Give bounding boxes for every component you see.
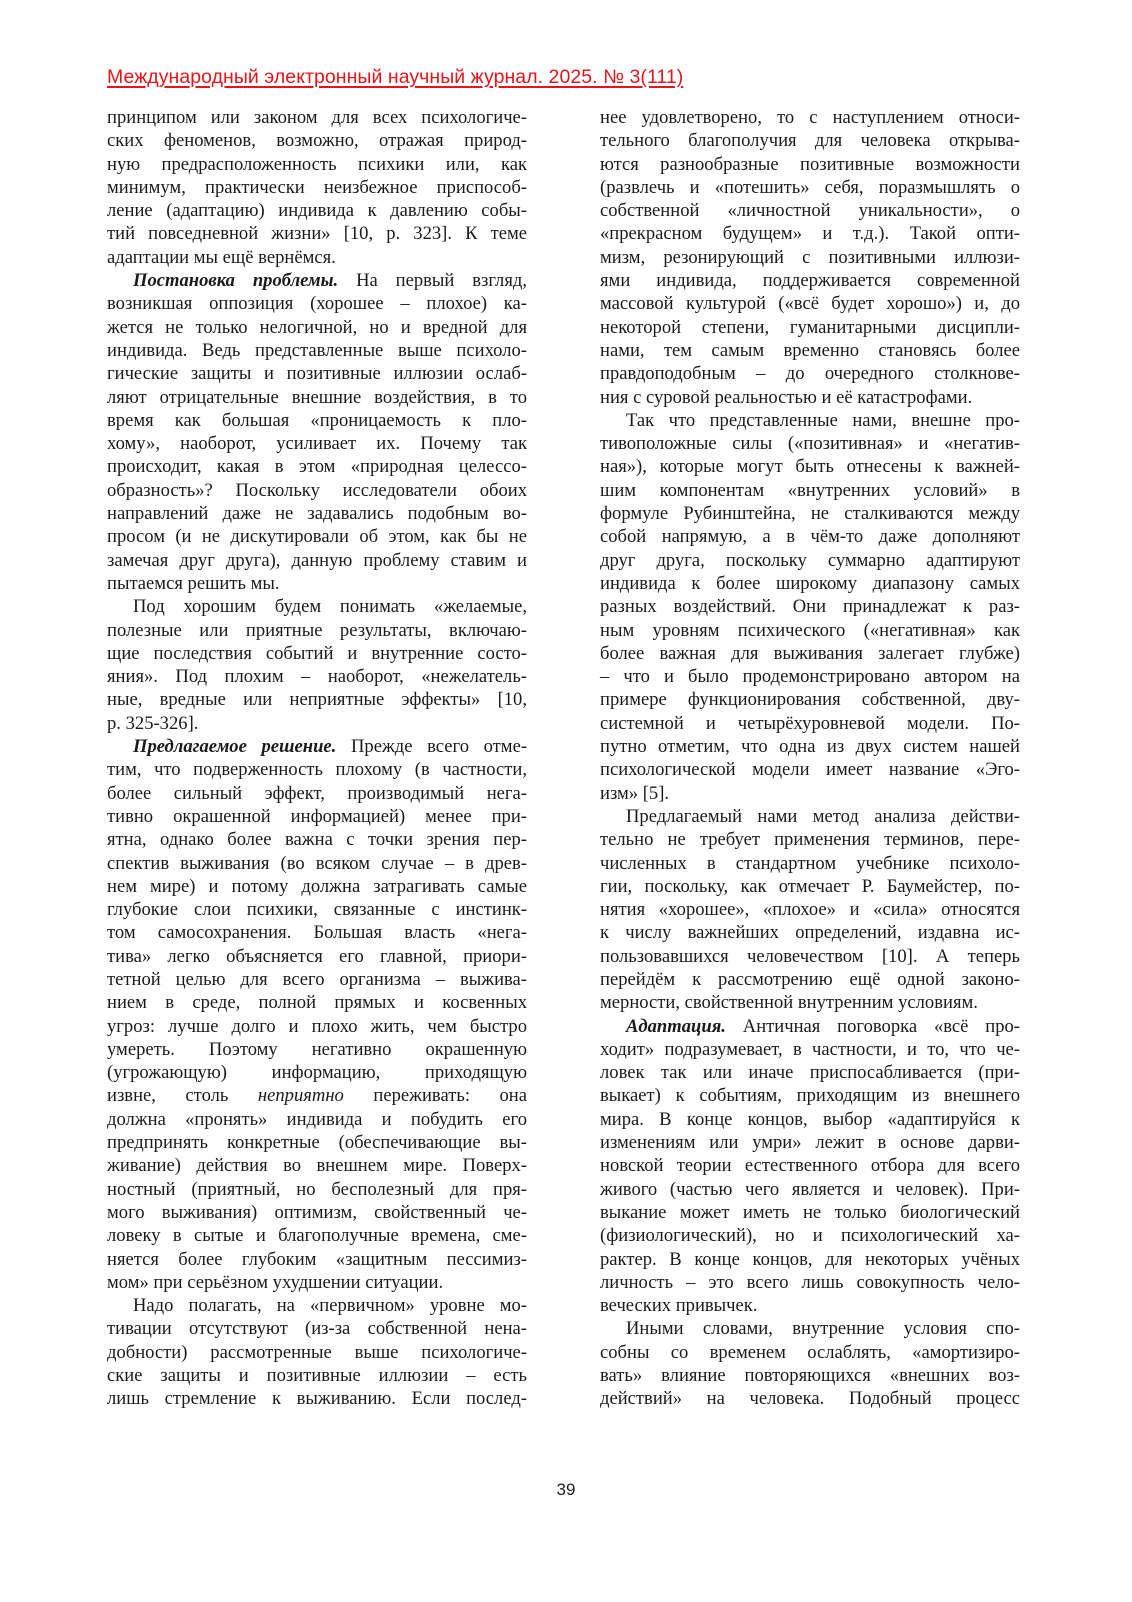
text-line [107, 991, 527, 1014]
line-text: тивоположные силы («позитивная» и «негатив- [600, 433, 1020, 455]
line-text: минимум, практически неизбежное приспособ- [107, 176, 527, 198]
text-line [107, 595, 527, 618]
line-text: ные, вредные или неприятные эффекты» [10, [107, 689, 527, 711]
line-text: выкает) к событиям, приходящим из внешнего [600, 1085, 1020, 1107]
section-heading: Постановка проблемы. [133, 270, 339, 292]
text-line [600, 688, 1020, 711]
text-line [107, 1178, 527, 1201]
line-text: спектив выживания (во всяком случае – в древ- [107, 852, 527, 874]
line-text: мерности, свойственной внутренним условиям. [600, 992, 978, 1014]
text-line [107, 246, 527, 269]
text-line [600, 386, 1020, 409]
text-line [600, 1154, 1020, 1177]
line-text: нами, тем самым временно становясь более [600, 339, 1020, 361]
line-text: ходит» подразумевает, в частности, и то, что че- [600, 1038, 1020, 1060]
text-line [107, 432, 527, 455]
text-line [600, 409, 1020, 432]
text-line [107, 852, 527, 875]
text-line [107, 758, 527, 781]
text-line [600, 572, 1020, 595]
line-text: вать» влияние повторяющихся «внешних воз- [600, 1365, 1020, 1387]
text-line [107, 1271, 527, 1294]
line-text: рактер. В конце концов, для некоторых учёных [600, 1248, 1020, 1270]
line-text: жется не только нелогичной, но и вредной для [107, 316, 527, 338]
text-line [600, 479, 1020, 502]
text-line [600, 735, 1020, 758]
line-text: щие последствия событий и внутренние состо- [107, 642, 527, 664]
line-text: (физиологический), но и психологический ха- [600, 1225, 1020, 1247]
line-text: Предлагаемый нами метод анализа действи- [626, 805, 1020, 827]
line-text: нием в среде, полной прямых и косвенных [107, 992, 527, 1014]
line-text: предпринять конкретные (обеспечивающие вы- [107, 1132, 527, 1154]
text-line [600, 828, 1020, 851]
text-line [107, 292, 527, 315]
line-text: живание) действия во внешнем мире. Поверх- [107, 1155, 527, 1177]
line-text: ную предрасположенность психики или, как [107, 153, 527, 175]
line-text: пытаемся решить мы. [107, 572, 280, 594]
text-line [600, 153, 1020, 176]
line-text: изменениям или умри» лежит в основе дарви- [600, 1132, 1020, 1154]
text-line [107, 339, 527, 362]
journal-header-link[interactable]: Международный электронный научный журнал. 2025. № 3(111) [107, 66, 684, 88]
line-text: более сильный эффект, производимый нега- [107, 782, 527, 804]
text-line [107, 549, 527, 572]
text-line [107, 1387, 527, 1410]
text-line [107, 153, 527, 176]
line-text: некоторой степени, гуманитарными дисципли- [600, 316, 1020, 338]
text-line [600, 1271, 1020, 1294]
line-text: тий повседневной жизни» [10, р. 323]. К теме [107, 223, 527, 245]
text-line [600, 1038, 1020, 1061]
text-line [107, 921, 527, 944]
line-text: должна «пронять» индивида и побудить его [107, 1108, 527, 1130]
line-text: новской теории естественного отбора для всего [600, 1155, 1020, 1177]
text-line [107, 1224, 527, 1247]
line-text: хому», наоборот, усиливает их. Почему так [107, 433, 527, 455]
text-line [600, 945, 1020, 968]
line-text: ляют отрицательные внешние воздействия, в то [107, 386, 527, 408]
text-line [600, 921, 1020, 944]
line-text: мом» при серьёзном ухудшении ситуации. [107, 1271, 444, 1293]
text-line [600, 339, 1020, 362]
text-line [107, 106, 527, 129]
text-line [107, 1341, 527, 1364]
line-text: тельного благополучия для человека открыва- [600, 130, 1020, 152]
text-line [600, 1131, 1020, 1154]
line-text: возникшая оппозиция (хорошее – плохое) ка- [107, 293, 527, 315]
page-number: 39 [556, 1480, 576, 1499]
line-text: глубокие слои психики, связанные с инстинк- [107, 899, 527, 921]
line-text: тивно окрашенной информацией) менее при- [107, 805, 527, 827]
line-text: мого выживания) оптимизм, свойственный че- [107, 1201, 527, 1223]
text-line [600, 1084, 1020, 1107]
text-line [107, 176, 527, 199]
line-text: индивида к более широкому диапазону самых [600, 572, 1020, 594]
line-text: шим компонентам «внутренних условий» в [600, 479, 1020, 501]
text-line [600, 758, 1020, 781]
section-heading: Адаптация. [626, 1015, 726, 1037]
text-line [107, 945, 527, 968]
line-text: гии, поскольку, как отмечает Р. Баумейстер, по- [600, 875, 1020, 897]
text-line [107, 409, 527, 432]
text-line [107, 1154, 527, 1177]
line-text: массовой культурой («всё будет хорошо») и, до [600, 293, 1020, 315]
text-line [107, 386, 527, 409]
line-text: мира. В конце концов, выбор «адаптируйся к [600, 1108, 1020, 1130]
text-line [600, 246, 1020, 269]
line-text: адаптации мы ещё вернёмся. [107, 246, 336, 268]
text-line [107, 479, 527, 502]
text-line [600, 642, 1020, 665]
line-text: тим, что подверженность плохому (в частности, [107, 759, 527, 781]
text-line [107, 455, 527, 478]
line-text: ния с суровой реальностью и её катастрофами. [600, 386, 973, 408]
text-line [107, 735, 527, 758]
text-line [107, 316, 527, 339]
line-text: Так что представленные нами, внешне про- [626, 409, 1020, 431]
line-text: перейдём к рассмотрению ещё одной законо- [600, 968, 1020, 990]
text-line [600, 1224, 1020, 1247]
text-line [107, 1131, 527, 1154]
text-line [600, 502, 1020, 525]
text-line [600, 1015, 1020, 1038]
line-text: веческих привычек. [600, 1295, 758, 1317]
line-text: ями индивида, поддерживается современной [600, 270, 1020, 292]
text-line [600, 455, 1020, 478]
text-line [600, 595, 1020, 618]
text-line [600, 129, 1020, 152]
text-line [600, 106, 1020, 129]
line-text: ются разнообразные позитивные возможности [600, 153, 1020, 175]
line-text: Под хорошим будем понимать «желаемые, [133, 596, 527, 618]
text-line [600, 1108, 1020, 1131]
text-line [107, 828, 527, 851]
text-line [600, 852, 1020, 875]
line-text: ятна, однако более важна с точки зрения пер- [107, 829, 527, 851]
line-text: живого (частью чего является и человек). При- [600, 1178, 1020, 1200]
line-text: собой напрямую, а в чём-то даже дополняют [600, 526, 1020, 548]
text-line [107, 805, 527, 828]
line-text: численных в стандартном учебнике психоло- [600, 852, 1020, 874]
line-text: нее удовлетворено, то с наступлением относи- [600, 107, 1020, 128]
text-line [600, 712, 1020, 735]
text-line [107, 712, 527, 735]
line-text: (угрожающую) информацию, приходящую [107, 1062, 527, 1084]
text-line [600, 1248, 1020, 1271]
text-line [600, 1364, 1020, 1387]
line-text: тетной целью для всего организма – выжива- [107, 968, 527, 990]
text-line [107, 782, 527, 805]
text-line [107, 222, 527, 245]
line-text: Прежде всего отме- [336, 736, 528, 758]
line-text: время как большая «проницаемость к пло- [107, 409, 527, 431]
line-text: образность»? Поскольку исследователи обоих [107, 479, 527, 501]
text-line [600, 1387, 1020, 1410]
line-text: действий» на человека. Подобный процесс [600, 1388, 1020, 1410]
line-text: собственной «личностной уникальности», о [600, 200, 1020, 222]
line-text: ские защиты и позитивные иллюзии – есть [107, 1365, 527, 1387]
line-text: нятия «хорошее», «плохое» и «сила» относятся [600, 899, 1020, 921]
left-text-column [107, 106, 527, 1411]
line-text: принципом или законом для всех психологиче- [107, 107, 527, 128]
line-text: няется более глубоким «защитным пессимиз- [107, 1248, 527, 1270]
line-text: путно отметим, что одна из двух систем нашей [600, 736, 1020, 758]
line-text: просом (и не дискутировали об этом, как бы не [107, 526, 527, 548]
text-line [600, 898, 1020, 921]
line-text: «прекрасном будущем» и т.д.). Такой опти- [600, 223, 1020, 245]
text-line [600, 1341, 1020, 1364]
line-text: Античная поговорка «всё про- [725, 1015, 1020, 1037]
text-line [107, 525, 527, 548]
text-line [600, 362, 1020, 385]
text-line [600, 665, 1020, 688]
line-text: извне, столь [107, 1085, 258, 1107]
section-heading: Предлагаемое решение. [133, 736, 337, 758]
line-text: ная»), которые могут быть отнесены к важней- [600, 456, 1020, 478]
line-text: ным уровням психического («негативная» как [600, 619, 1020, 641]
text-line [600, 292, 1020, 315]
text-line [107, 875, 527, 898]
text-line [600, 991, 1020, 1014]
line-text: происходит, какая в этом «природная целессо- [107, 456, 527, 478]
text-line [107, 619, 527, 642]
text-line [107, 1317, 527, 1340]
text-line [600, 875, 1020, 898]
line-text: ностный (приятный, но бесполезный для пря- [107, 1178, 527, 1200]
text-line [600, 549, 1020, 572]
line-text: собны со временем ослаблять, «амортизиро- [600, 1341, 1020, 1363]
line-text: переживать: она [343, 1085, 527, 1107]
text-line [600, 199, 1020, 222]
line-text: На первый взгляд, [338, 270, 527, 292]
text-line [600, 432, 1020, 455]
line-text: Надо полагать, на «первичном» уровне мо- [133, 1295, 527, 1317]
text-line [107, 1294, 527, 1317]
line-text: примере функционирования собственной, дву- [600, 689, 1020, 711]
line-text: гические защиты и позитивные иллюзии ослаб- [107, 363, 527, 385]
line-text: ских феноменов, возможно, отражая природ- [107, 130, 527, 152]
text-line [600, 269, 1020, 292]
text-line [107, 968, 527, 991]
text-line [107, 1108, 527, 1131]
text-line [600, 968, 1020, 991]
line-text: (развлечь и «потешить» себя, поразмышлять о [600, 176, 1020, 198]
text-line [107, 1061, 527, 1084]
text-line [107, 572, 527, 595]
line-text: добности) рассмотренные выше психологиче- [107, 1341, 527, 1363]
line-text: системной и четырёхуровневой модели. По- [600, 712, 1020, 734]
line-text: р. 325-326]. [107, 712, 199, 734]
text-line [600, 619, 1020, 642]
line-text: тива» легко объясняется его главной, приори- [107, 945, 527, 967]
line-text: к числу важнейших определений, издавна ис- [600, 922, 1020, 944]
text-line [107, 1038, 527, 1061]
line-text: правдоподобным – до очередного столкнове- [600, 363, 1020, 385]
line-text: индивида. Ведь представленные выше психоло- [107, 339, 527, 361]
text-line [107, 665, 527, 688]
line-text: мизм, резонирующий с позитивными иллюзи- [600, 246, 1020, 268]
line-text: выкание может иметь не только биологический [600, 1201, 1020, 1223]
text-line [107, 199, 527, 222]
line-text: психологической модели имеет название «Эго- [600, 759, 1020, 781]
text-line [600, 782, 1020, 805]
text-line [107, 1364, 527, 1387]
text-line [600, 176, 1020, 199]
text-line [107, 269, 527, 292]
text-line [600, 1061, 1020, 1084]
line-text: формуле Рубинштейна, не сталкиваются между [600, 503, 1020, 525]
text-line [107, 1201, 527, 1224]
text-line [107, 1015, 527, 1038]
text-line [107, 362, 527, 385]
line-text: – что и было продемонстрировано автором на [600, 666, 1020, 688]
text-line [107, 688, 527, 711]
text-line [600, 1201, 1020, 1224]
line-text: изм» [5]. [600, 782, 670, 804]
text-line [600, 1294, 1020, 1317]
line-text: полезные или приятные результаты, включаю- [107, 619, 527, 641]
line-text: друг друга, поскольку суммарно адаптируют [600, 549, 1020, 571]
line-text: лишь стремление к выживанию. Если послед- [107, 1388, 527, 1410]
text-line [107, 1248, 527, 1271]
emphasis-text: неприятно [257, 1085, 344, 1107]
line-text: ловек так или иначе приспосабливается (при- [600, 1062, 1020, 1084]
line-text: угроз: лучше долго и плохо жить, чем быстро [107, 1015, 527, 1037]
text-line [107, 129, 527, 152]
text-line [107, 642, 527, 665]
line-text: том самосохранения. Большая власть «нега- [107, 922, 527, 944]
text-line [600, 1317, 1020, 1340]
line-text: умереть. Поэтому негативно окрашенную [107, 1038, 527, 1060]
text-line [600, 222, 1020, 245]
right-text-column [600, 106, 1020, 1411]
line-text: направлений даже не задавались подобным во- [107, 503, 527, 525]
line-text: Иными словами, внутренние условия спо- [626, 1318, 1020, 1340]
line-text: пользовавшихся человечеством [10]. А теперь [600, 945, 1020, 967]
line-text: более важная для выживания залегает глубже) [600, 642, 1020, 664]
text-line [107, 898, 527, 921]
text-line [600, 525, 1020, 548]
text-line [107, 502, 527, 525]
line-text: замечая друг друга), данную проблему ставим и [107, 549, 527, 571]
line-text: ление (адаптацию) индивида к давлению собы- [107, 200, 527, 222]
text-line [600, 805, 1020, 828]
text-line [600, 316, 1020, 339]
line-text: нем мире) и потому должна затрагивать самые [107, 875, 527, 897]
line-text: тельно не требует применения терминов, пере- [600, 829, 1020, 851]
line-text: разных воздействий. Они принадлежат к раз- [600, 596, 1020, 618]
line-text: яния». Под плохим – наоборот, «нежелатель- [107, 666, 527, 688]
text-line [107, 1084, 527, 1107]
line-text: тивации отсутствуют (из-за собственной нена- [107, 1318, 527, 1340]
line-text: личность – это всего лишь совокупность чело- [600, 1271, 1020, 1293]
line-text: ловеку в сытые и благополучные времена, сме- [107, 1225, 527, 1247]
text-line [600, 1178, 1020, 1201]
